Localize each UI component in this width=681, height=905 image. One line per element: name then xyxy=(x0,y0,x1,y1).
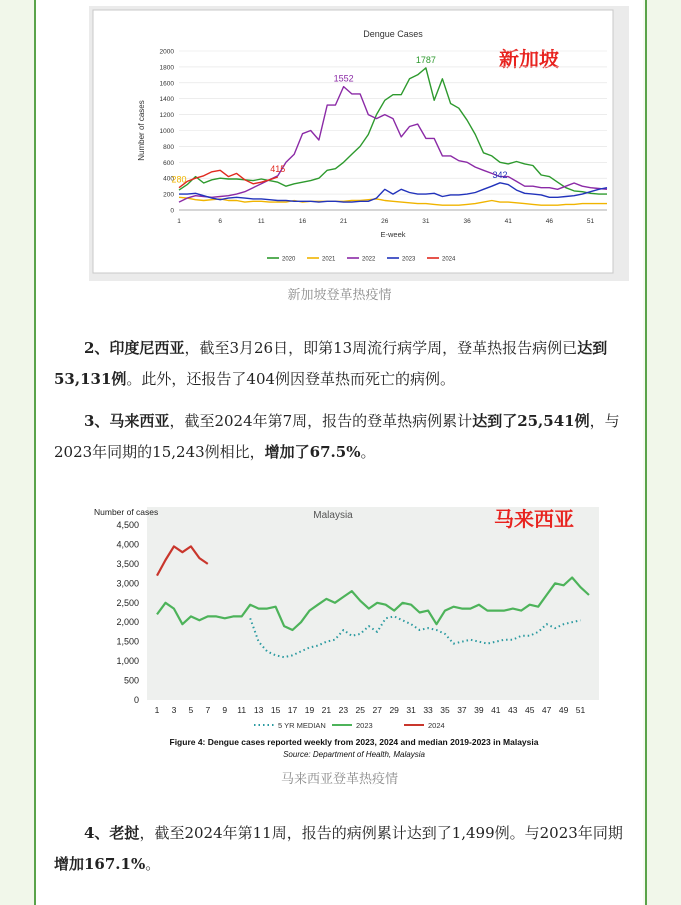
y-tick-label: 1800 xyxy=(159,64,174,72)
y-tick-label: 4,000 xyxy=(116,539,139,550)
y-tick-label: 1,500 xyxy=(116,636,139,647)
x-tick-label: 37 xyxy=(457,705,467,715)
malaysia-text-1: ，截至2024年第7周，报告的登革热病例累计 xyxy=(169,412,473,430)
chart-overlay-label: 马来西亚 xyxy=(494,507,574,531)
x-tick-label: 31 xyxy=(422,218,430,225)
x-tick-label: 43 xyxy=(508,705,518,715)
y-tick-label: 3,500 xyxy=(116,558,139,569)
laos-text-2: 。 xyxy=(145,855,161,873)
x-tick-label: 51 xyxy=(575,705,586,715)
chart-title: Malaysia xyxy=(313,510,353,521)
x-tick-label: 21 xyxy=(321,705,332,715)
y-tick-label: 1600 xyxy=(159,80,174,88)
malaysia-caption: 马来西亚登革热疫情 xyxy=(280,771,398,786)
x-tick-label: 6 xyxy=(218,218,222,225)
x-tick-label: 1 xyxy=(177,218,181,225)
x-tick-label: 29 xyxy=(389,705,399,715)
legend-label-2020: 2020 xyxy=(282,256,296,263)
x-tick-label: 21 xyxy=(339,218,348,225)
legend-label-2021: 2021 xyxy=(322,256,336,263)
y-tick-label: 1,000 xyxy=(116,656,139,667)
article-content xyxy=(36,0,643,905)
x-tick-label: 15 xyxy=(270,705,281,715)
x-tick-label: 17 xyxy=(287,705,298,715)
x-tick-label: 36 xyxy=(463,218,471,225)
x-tick-label: 16 xyxy=(298,218,307,225)
malaysia-dengue-chart xyxy=(89,497,619,767)
x-tick-label: 25 xyxy=(355,705,366,715)
legend-label-2024: 2024 xyxy=(428,721,445,730)
x-tick-label: 35 xyxy=(440,705,450,715)
legend-label-2022: 2022 xyxy=(362,256,376,263)
figure-caption: Figure 4: Dengue cases reported weekly from 2023, 2024 and median 2019-2023 in Malaysia xyxy=(169,737,539,747)
y-tick-label: 2,000 xyxy=(116,617,139,628)
malaysia-heading: 3、马来西亚 xyxy=(84,412,170,430)
paragraph-indonesia xyxy=(54,333,632,395)
y-tick-label: 4,500 xyxy=(116,520,139,530)
x-tick-label: 23 xyxy=(338,705,349,715)
x-tick-label: 1 xyxy=(154,705,160,715)
chart-overlay-label: 新加坡 xyxy=(499,47,559,71)
x-tick-label: 33 xyxy=(423,705,433,715)
x-tick-label: 5 xyxy=(188,705,194,715)
singapore-dengue-chart xyxy=(89,6,629,281)
figure-source: Source: Department of Health, Malaysia xyxy=(283,750,425,759)
x-tick-label: 27 xyxy=(372,705,382,715)
right-border xyxy=(645,0,681,905)
data-label-2020: 1787 xyxy=(415,54,436,65)
legend-label-2023: 2023 xyxy=(402,256,416,263)
y-tick-label: 200 xyxy=(163,191,174,199)
indonesia-text-1: ，截至3月26日，即第13周流行病学周，登革热报告病例已 xyxy=(184,339,578,357)
laos-heading: 4、老挝 xyxy=(84,824,140,842)
malaysia-increase: 增加了67.5% xyxy=(264,443,361,461)
y-tick-label: 0 xyxy=(133,695,139,705)
laos-increase: 增加167.1% xyxy=(54,855,146,873)
x-tick-label: 11 xyxy=(257,218,265,225)
malaysia-text-3: 。 xyxy=(360,443,376,461)
x-tick-label: 49 xyxy=(558,705,569,715)
x-tick-label: 51 xyxy=(586,218,595,225)
x-tick-label: 41 xyxy=(504,218,512,225)
x-tick-label: 45 xyxy=(524,705,535,715)
x-tick-label: 7 xyxy=(205,705,211,715)
legend-label-2024: 2024 xyxy=(442,256,456,263)
y-tick-label: 600 xyxy=(163,159,174,167)
x-tick-label: 31 xyxy=(406,705,416,715)
left-border xyxy=(0,0,36,905)
data-label-2022: 1552 xyxy=(333,73,354,84)
x-tick-label: 19 xyxy=(304,705,315,715)
y-tick-label: 1000 xyxy=(159,128,174,135)
x-tick-label: 3 xyxy=(171,705,177,715)
indonesia-heading: 2、印度尼西亚 xyxy=(84,339,185,357)
x-tick-label: 11 xyxy=(237,705,247,715)
x-tick-label: 13 xyxy=(253,705,264,715)
legend-label-2023: 2023 xyxy=(356,721,373,730)
y-tick-label: 1200 xyxy=(159,112,174,120)
y-axis-title: Number of cases xyxy=(137,100,146,161)
paragraph-laos xyxy=(54,818,632,880)
x-tick-label: 26 xyxy=(381,218,389,225)
indonesia-text-2: 。此外，还报告了404例因登革热而死亡的病例。 xyxy=(126,370,456,388)
indonesia-cases: 达到53,131例 xyxy=(54,339,608,388)
y-tick-label: 500 xyxy=(123,675,139,686)
x-tick-label: 39 xyxy=(474,705,484,715)
chart-plot-bg xyxy=(147,507,599,700)
data-label-2021: 280 xyxy=(171,174,187,185)
chart-title: Dengue Cases xyxy=(363,29,423,39)
y-tick-label: 3,000 xyxy=(116,578,139,589)
y-tick-label: 1400 xyxy=(159,96,174,104)
y-tick-label: 2,500 xyxy=(116,597,139,608)
malaysia-text-2: ，与2023年同期的15,243例相比， xyxy=(54,412,620,461)
x-axis-title: E-week xyxy=(380,230,406,239)
laos-text-1: ，截至2024年第11周，报告的病例累计达到了1,499例。与2023年同期 xyxy=(139,824,623,842)
singapore-caption: 新加坡登革热疫情 xyxy=(287,287,392,302)
y-tick-label: 400 xyxy=(163,175,174,183)
x-tick-label: 47 xyxy=(541,705,552,715)
x-tick-label: 46 xyxy=(545,218,554,225)
y-tick-label: 0 xyxy=(170,207,174,215)
x-tick-label: 9 xyxy=(222,705,228,715)
malaysia-cases: 达到了25,541例 xyxy=(472,412,590,430)
legend-label-5-yr-median: 5 YR MEDIAN xyxy=(278,721,326,730)
data-label-2024: 415 xyxy=(270,164,286,175)
x-tick-label: 41 xyxy=(491,705,501,715)
y-tick-label: 2000 xyxy=(159,48,174,56)
paragraph-malaysia xyxy=(54,406,632,468)
y-axis-title: Number of cases xyxy=(94,507,159,517)
y-tick-label: 800 xyxy=(163,143,174,151)
data-label-2023: 342 xyxy=(492,169,508,180)
